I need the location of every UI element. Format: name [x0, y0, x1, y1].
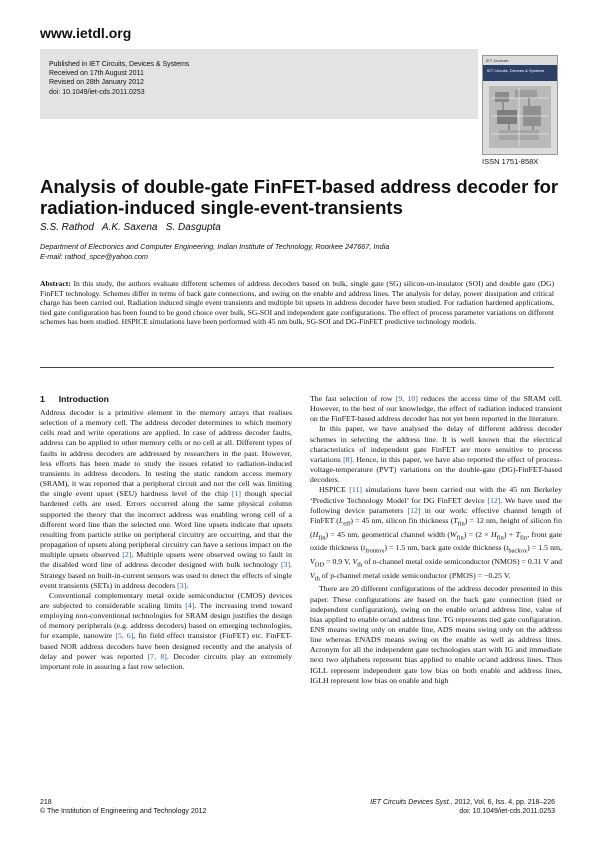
copyright: © The Institution of Engineering and Technology 2012: [40, 808, 207, 815]
body-column-right: [310, 394, 562, 686]
paragraph: There are 20 different configurations of the address decoder presented in this paper. These configurations are based on the back gate connection (tied or independent configuration), swing on the enable or/and address line, value of bias applied to enable or/and address line. TG represents tied gate configuration. ENS means swing only on enable line, ADS means swing only on the address line whereas ENADS means swing on the enable as well as address lines. Acronym for all the independent gate technologies start with IG and immediate next two alphabets represent bias applied to enable or/and address lines. Thus IGLL represent independent gate low bias on both enable and address lines, IGLH represent low bias on enable and high: [310, 584, 562, 685]
doi: doi: 10.1049/iet-cds.2011.0253: [49, 88, 145, 96]
body-column-left: [40, 408, 292, 672]
paragraph: In this paper, we have analysed the delay of different address decoder schemes in selecting the address line. It is well known that the electrical characteristics of independent gate FinFET are more sensitive to process variations [8]. Hence, in this paper, we have also reported the effect of process-voltage-temperature (PVT) variations on the double-gate (DG)-FinFET-based decoders.: [310, 424, 562, 485]
abstract: [40, 279, 554, 327]
paragraph: Address decoder is a primitive element in the memory arrays that realises selection of a memory cell. The address decoder determines to which memory cells read and write operations are applied. In case of address decoder faults, address can be applied to other memory cells or no cell at all. Different types of faults in address decoders are addressed by researchers in the past. However, less efforts has been made to study the issues related to radiation-induced transients in address decoders. In testing the static random access memory (SRAM), it was reported that a peripheral circuit and not the cell was limiting the single event upset (SEU) hardness level of the chip [1] though special hardened cells are used. Errors occurred along the same physical column supported the theory that the incorrect address was enabling wrong cell of a different word line than the selected one. Word line upsets indicate that upsets resulting from particle strike on peripheral circuitry are occurring, and that the propagation of upsets along peripheral circuitry can have a serious impact on the multiple upsets observed [2]. Multiple upsets were observed owing to fault in the disabled word line of address decoder designed with bulk technology [3]. Strategy based on built-in-current sensors was used to detect the effects of single event transients (SETs) in address decoders [3].: [40, 408, 292, 590]
citation-link[interactable]: [5, 6]: [115, 631, 134, 641]
citation-link[interactable]: [9, 10]: [395, 394, 418, 403]
site-url[interactable]: www.ietdl.org: [40, 25, 132, 41]
paragraph: HSPICE [11] simulations have been carried out with the 45 nm Berkeley ‘Predictive Technology Model’ for DG FinFET device [12]. We have used the following device parameters [12] in our work: effective channel length of FinFET $(L_{eff}) = 45$ nm, silicon fin thickness $(T_{fin}) = 12$ nm, height of silicon fin $(H_{fin}) = 45$ nm, geometrical channel width $(W_{fin}) = (2 \times H_{fin}) + T_{fin}$, front gate oxide thickness $(t_{frontox}) = 1.5$ nm, back gate oxide thickness $(t_{backox}) = 1.5$ nm, $V_{DD} = 0.9$ V, $V_{th}$ of n-channel metal oxide semiconductor (NMOS) = 0.31 V and $V_{th}$ of p-channel metal oxide semiconductor (PMOS) = −0.25 V.: [310, 485, 563, 583]
published-in: Published in IET Circuits, Devices & Systems: [49, 61, 190, 68]
citation-link[interactable]: [8]: [343, 454, 353, 464]
citation-link[interactable]: [4]: [185, 600, 195, 610]
issn: ISSN 1751-858X: [482, 157, 539, 166]
publication-info: [49, 60, 189, 97]
journal-citation: [370, 798, 555, 807]
section-title: Introduction: [58, 394, 109, 404]
revised-date: Revised on 28th January 2012: [49, 79, 144, 87]
journal-cover-image: [482, 55, 558, 155]
page-number: 218: [40, 799, 52, 806]
author-email: E-mail: rathod_spce@yahoo.com: [40, 251, 148, 261]
cover-band-title: IET Circuits, Devices & Systems: [487, 68, 545, 73]
citation-link[interactable]: [12]: [487, 495, 501, 505]
abstract-text: In this study, the authors evaluate different schemes of address decoders based on bulk, single gate (SG) silicon-on-insulator (SOI) and double gate (DG) FinFET technology. Schemes differ in terms of back gate connections, and swing on the enable and address lines. The analysis for delay, power dissipation and critical charge has been carried out. Radiation induced single event transients and multiple bit upsets in address decoder have been studied. For radiation hardened applications, tied gate configuration has been found to be good choice over bulk, SG-SOI and independent gate configurations. The effect of process parameter variations on different schemes has been studied. HSPICE simulations have been performed with 45 nm bulk, SG-SOI and DG-FinFET predictive technology models.: [40, 279, 555, 327]
citation-link[interactable]: [3]: [280, 560, 291, 570]
paragraph: Conventional complementary metal oxide semiconductor (CMOS) devices are subjected to considerable scaling limits [4]. The increasing trend toward employing non-conventional technologies for SRAM design justifies the design of memory peripherals (e.g. address decoders) based on emerging technologies, for example, nanowire [5, 6], fin field effect transistor (FinFET) etc. FinFET-based NOR address decoders have been designed recently and the analysis of delay and power was reported [7, 8]. Decoder circuits play an extremely important role in assuring a fast row selection.: [40, 590, 292, 671]
author-affiliation: [40, 242, 389, 261]
paper-title: Analysis of double-gate FinFET-based address decoder for radiation-induced single-event-transients: [40, 176, 559, 218]
footer-doi: doi: 10.1049/iet-cds.2011.0253: [459, 808, 555, 815]
affiliation-text: Department of Electronics and Computer Engineering, Indian Institute of Technology, Roorkee 247667, India: [40, 242, 390, 251]
paper-authors: S.S. Rathod A.K. Saxena S. Dasgupta: [40, 222, 221, 233]
received-date: Received on 17th August 2011: [49, 70, 144, 78]
cover-circuit-picture: [489, 86, 551, 148]
footer-left: [40, 798, 206, 816]
section-number: 1: [40, 394, 45, 404]
citation-link[interactable]: [2]: [122, 550, 132, 560]
citation-link[interactable]: [11]: [349, 485, 362, 495]
cover-band: [483, 65, 557, 81]
footer-right: [370, 798, 555, 816]
abstract-label: Abstract:: [40, 279, 71, 288]
citation-link[interactable]: [1]: [231, 489, 241, 499]
journal-volume: , 2012, Vol. 6, Iss. 4, pp. 218–226: [450, 799, 555, 806]
paragraph: The fast selection of row [9, 10] reduces the access time of the SRAM cell. However, to the best of our knowledge, the effect of radiation induced transient on the FinFET-based address decoder has not yet been reported in the literature.: [310, 394, 562, 424]
section-heading: [40, 394, 123, 404]
citation-link[interactable]: [12]: [407, 505, 421, 515]
cover-logo: IET Journals: [486, 58, 509, 63]
journal-name: IET Circuits Devices Syst.: [370, 799, 451, 806]
citation-link[interactable]: [3]: [177, 580, 187, 590]
section-divider: [40, 367, 554, 368]
citation-link[interactable]: [7, 8]: [147, 651, 167, 661]
